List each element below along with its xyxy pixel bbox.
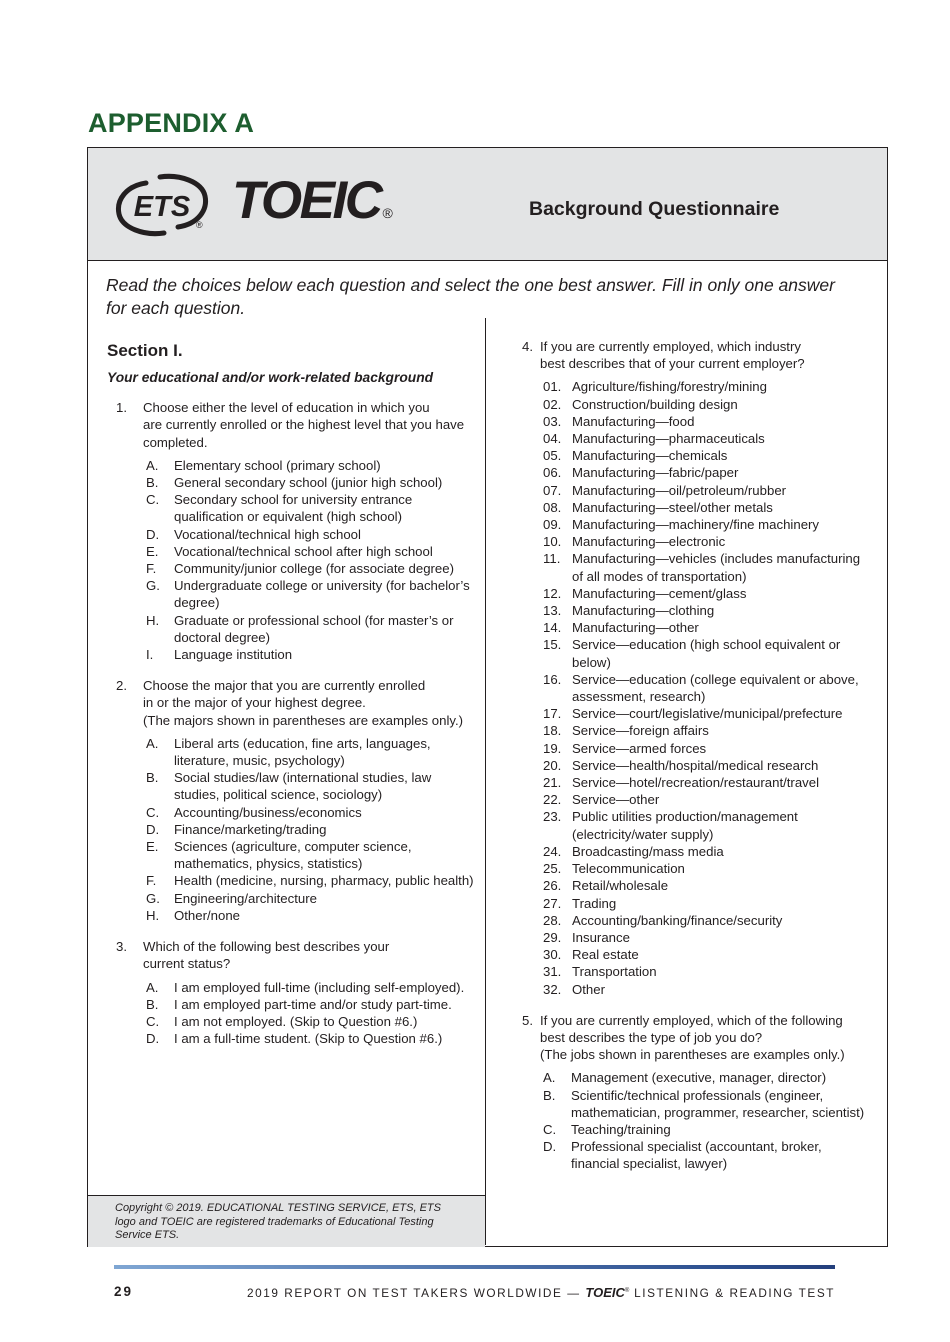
option-item xyxy=(143,543,477,560)
option-letter: G. xyxy=(146,890,160,906)
question-2-options xyxy=(143,735,477,924)
option-letter: 25. xyxy=(543,861,562,877)
option-letter: 13. xyxy=(543,603,562,619)
option-item xyxy=(143,1030,477,1047)
option-text: Social studies/law (international studies, law studies, political science, sociology) xyxy=(174,770,432,803)
option-letter: D. xyxy=(146,526,160,542)
option-letter: B. xyxy=(146,475,159,491)
option-text: Manufacturing—oil/petroleum/rubber xyxy=(572,482,787,498)
option-letter: 17. xyxy=(543,706,562,722)
option-item xyxy=(143,979,477,996)
option-text: Community/junior college (for associate degree) xyxy=(174,561,454,577)
question-3-options xyxy=(143,979,477,1048)
option-letter: 09. xyxy=(543,517,562,533)
option-text: Manufacturing—other xyxy=(572,620,699,636)
option-item xyxy=(540,1069,867,1086)
option-item xyxy=(540,912,867,929)
option-item xyxy=(540,396,867,413)
option-text: Professional specialist (accountant, broker, financial specialist, lawyer) xyxy=(571,1139,822,1172)
option-letter: B. xyxy=(146,996,159,1012)
option-item xyxy=(540,808,867,842)
option-letter: 21. xyxy=(543,775,562,791)
option-letter: E. xyxy=(146,543,159,559)
option-letter: H. xyxy=(146,612,160,628)
option-letter: 29. xyxy=(543,929,562,945)
option-text: Telecommunication xyxy=(572,861,685,877)
option-item xyxy=(540,860,867,877)
question-1 xyxy=(116,399,477,663)
right-column xyxy=(522,338,867,1187)
option-item xyxy=(540,585,867,602)
option-letter: 19. xyxy=(543,740,562,756)
option-letter: 14. xyxy=(543,620,562,636)
option-text: Insurance xyxy=(572,929,630,945)
option-letter: 26. xyxy=(543,878,562,894)
option-letter: 31. xyxy=(543,964,562,980)
option-text: Manufacturing—electronic xyxy=(572,534,726,550)
option-letter: C. xyxy=(146,492,160,508)
option-item xyxy=(540,413,867,430)
question-number: 2. xyxy=(116,678,127,694)
option-item xyxy=(540,378,867,395)
option-item xyxy=(540,533,867,550)
option-text: Transportation xyxy=(572,964,657,980)
question-4 xyxy=(522,338,867,998)
option-text: Engineering/architecture xyxy=(174,890,317,906)
option-item xyxy=(143,769,477,803)
option-letter: A. xyxy=(543,1070,556,1086)
ets-trademark: ® xyxy=(196,220,203,230)
option-text: Service—court/legislative/municipal/prefecture xyxy=(572,706,843,722)
instructions: Read the choices below each question and select the one best answer. Fill in only one answer for each question. xyxy=(106,275,835,318)
option-text: General secondary school (junior high school) xyxy=(174,475,443,491)
option-item xyxy=(540,550,867,584)
option-letter: 10. xyxy=(543,534,562,550)
question-5 xyxy=(522,1012,867,1173)
option-text: Manufacturing—steel/other metals xyxy=(572,499,773,515)
option-letter: 05. xyxy=(543,448,562,464)
option-text: Liberal arts (education, fine arts, languages, literature, music, psychology) xyxy=(174,735,431,769)
option-text: I am not employed. (Skip to Question #6.) xyxy=(174,1013,418,1029)
option-item xyxy=(540,602,867,619)
option-letter: 01. xyxy=(543,379,562,395)
ets-logo-text: ETS xyxy=(133,191,191,223)
option-text: Accounting/banking/finance/security xyxy=(572,912,783,928)
option-text: Real estate xyxy=(572,947,639,963)
option-letter: 12. xyxy=(543,585,562,601)
option-text: Health (medicine, nursing, pharmacy, public health) xyxy=(174,873,474,889)
option-letter: 22. xyxy=(543,792,562,808)
option-letter: A. xyxy=(146,457,159,473)
option-letter: 23. xyxy=(543,809,562,825)
option-text: Other xyxy=(572,981,605,997)
option-letter: D. xyxy=(146,1031,160,1047)
question-1-options xyxy=(143,457,477,663)
option-text: Manufacturing—clothing xyxy=(572,603,715,619)
option-item xyxy=(143,804,477,821)
option-item xyxy=(143,890,477,907)
option-text: Elementary school (primary school) xyxy=(174,457,381,473)
option-letter: 08. xyxy=(543,499,562,515)
option-item xyxy=(143,577,477,611)
option-item xyxy=(540,946,867,963)
toeic-logo-text: TOEIC xyxy=(232,171,381,230)
option-item xyxy=(540,963,867,980)
option-letter: 02. xyxy=(543,396,562,412)
option-item xyxy=(540,430,867,447)
option-item xyxy=(540,722,867,739)
option-letter: I. xyxy=(146,647,154,663)
option-item xyxy=(540,636,867,670)
option-text: Undergraduate college or university (for bachelor’s degree) xyxy=(174,578,470,611)
option-item xyxy=(540,499,867,516)
option-text: Broadcasting/mass media xyxy=(572,843,724,859)
option-item xyxy=(143,612,477,646)
option-item xyxy=(143,491,477,525)
option-item xyxy=(540,464,867,481)
option-text: Finance/marketing/trading xyxy=(174,821,327,837)
option-text: Teaching/training xyxy=(571,1121,671,1137)
question-2 xyxy=(116,677,477,924)
option-text: Manufacturing—fabric/paper xyxy=(572,465,739,481)
option-text: Service—foreign affairs xyxy=(572,723,709,739)
section-subtitle: Your educational and/or work-related background xyxy=(107,370,434,385)
option-letter: A. xyxy=(146,979,159,995)
option-text: Language institution xyxy=(174,647,293,663)
question-number: 5. xyxy=(522,1012,533,1028)
option-text: Manufacturing—chemicals xyxy=(572,448,728,464)
option-text: Manufacturing—food xyxy=(572,413,695,429)
option-text: Public utilities production/management (electricity/water supply) xyxy=(572,809,798,842)
page-number: 29 xyxy=(114,1284,134,1299)
option-letter: 27. xyxy=(543,895,562,911)
option-text: Trading xyxy=(572,895,617,911)
option-letter: F. xyxy=(146,873,157,889)
question-4-options xyxy=(540,378,867,997)
question-number: 3. xyxy=(116,939,127,955)
option-item xyxy=(143,838,477,872)
question-number: 1. xyxy=(116,400,127,416)
option-text: I am employed full-time (including self-employed). xyxy=(174,979,465,995)
option-letter: B. xyxy=(146,770,159,786)
option-text: Sciences (agriculture, computer science, mathematics, physics, statistics) xyxy=(174,839,412,872)
option-letter: 04. xyxy=(543,431,562,447)
option-letter: B. xyxy=(543,1087,556,1103)
option-item xyxy=(143,474,477,491)
left-column xyxy=(107,340,477,1061)
option-letter: G. xyxy=(146,578,160,594)
appendix-title: APPENDIX A xyxy=(88,108,255,138)
option-item xyxy=(540,671,867,705)
ets-logo xyxy=(112,170,212,245)
option-text: Service—education (college equivalent or above, assessment, research) xyxy=(572,671,859,705)
option-item xyxy=(143,457,477,474)
option-item xyxy=(540,516,867,533)
question-text: Choose the major that you are currently enrolled in or the major of your highest degree. (The majors shown in parentheses are examples only.) xyxy=(143,678,464,728)
option-item xyxy=(143,526,477,543)
option-letter: D. xyxy=(146,821,160,837)
option-item xyxy=(143,735,477,769)
footer-bar xyxy=(114,1265,835,1269)
option-item xyxy=(540,981,867,998)
option-item xyxy=(540,447,867,464)
question-number: 4. xyxy=(522,339,533,354)
option-item xyxy=(540,1138,867,1172)
option-item xyxy=(143,560,477,577)
option-text: Scientific/technical professionals (engineer, mathematician, programmer, researcher, scientist) xyxy=(571,1087,865,1120)
option-item xyxy=(143,872,477,889)
option-text: Service—hotel/recreation/restaurant/travel xyxy=(572,775,820,791)
question-text: Which of the following best describes your current status? xyxy=(143,939,390,972)
option-item xyxy=(143,821,477,838)
option-letter: C. xyxy=(146,1013,160,1029)
toeic-logo xyxy=(232,171,393,230)
option-text: Vocational/technical high school xyxy=(174,526,361,542)
option-text: Retail/wholesale xyxy=(572,878,669,894)
option-text: I am employed part-time and/or study part-time. xyxy=(174,996,452,1012)
option-letter: 30. xyxy=(543,947,562,963)
toeic-trademark: ® xyxy=(382,205,393,221)
option-text: Vocational/technical school after high school xyxy=(174,543,433,559)
copyright-box xyxy=(88,1195,485,1247)
option-item xyxy=(540,895,867,912)
footer-report-text: 2019 REPORT ON TEST TAKERS WORLDWIDE — xyxy=(246,1286,581,1300)
footer-toeic-logo: TOEIC xyxy=(585,1285,625,1300)
column-divider xyxy=(485,318,486,1245)
option-text: Accounting/business/economics xyxy=(174,804,362,820)
option-text: I am a full-time student. (Skip to Question #6.) xyxy=(174,1031,443,1047)
option-letter: E. xyxy=(146,839,159,855)
form-header xyxy=(88,148,887,261)
footer-trademark: ® xyxy=(624,1288,630,1295)
option-item xyxy=(540,757,867,774)
question-text: If you are currently employed, which of the following best describes the type of job you do? (The jobs shown in parentheses are examples only.) xyxy=(540,1012,845,1063)
option-item xyxy=(540,740,867,757)
option-item xyxy=(540,1121,867,1138)
option-text: Agriculture/fishing/forestry/mining xyxy=(572,379,767,395)
option-letter: 11. xyxy=(543,551,561,567)
option-text: Service—armed forces xyxy=(572,740,707,756)
option-text: Manufacturing—pharmaceuticals xyxy=(572,431,765,447)
option-letter: 18. xyxy=(543,723,562,739)
option-letter: 24. xyxy=(543,843,562,859)
questionnaire-title: Background Questionnaire xyxy=(529,198,780,220)
option-letter: H. xyxy=(146,907,160,923)
option-item xyxy=(540,843,867,860)
option-item xyxy=(540,877,867,894)
option-item xyxy=(143,1013,477,1030)
question-text: If you are currently employed, which industry best describes that of your current employer? xyxy=(540,339,805,372)
option-item xyxy=(540,482,867,499)
option-text: Other/none xyxy=(174,907,240,923)
option-letter: 32. xyxy=(543,981,562,997)
option-letter: 06. xyxy=(543,465,562,481)
question-text: Choose either the level of education in which you are currently enrolled or the highest level that you have completed. xyxy=(143,400,465,450)
option-text: Manufacturing—machinery/fine machinery xyxy=(572,517,820,533)
option-item xyxy=(143,907,477,924)
question-3 xyxy=(116,938,477,1047)
option-text: Graduate or professional school (for master’s or doctoral degree) xyxy=(174,612,454,645)
option-item xyxy=(540,774,867,791)
footer-text xyxy=(247,1285,835,1300)
section-title: Section I. xyxy=(107,341,183,360)
option-letter: F. xyxy=(146,561,157,577)
option-text: Service—other xyxy=(572,792,660,808)
option-text: Manufacturing—vehicles (includes manufacturing of all modes of transportation) xyxy=(572,551,861,584)
footer-test-name: LISTENING & READING TEST xyxy=(634,1286,835,1300)
option-letter: D. xyxy=(543,1139,557,1155)
option-text: Service—education (high school equivalent or below) xyxy=(572,637,841,670)
option-item xyxy=(540,1087,867,1121)
option-letter: C. xyxy=(543,1121,557,1137)
option-item xyxy=(143,996,477,1013)
option-letter: C. xyxy=(146,804,160,820)
copyright-text: Copyright © 2019. EDUCATIONAL TESTING SERVICE, ETS, ETS logo and TOEIC are registered trademarks of Educational Testing Service ETS. xyxy=(115,1202,441,1241)
option-item xyxy=(143,646,477,663)
option-text: Construction/building design xyxy=(572,396,738,412)
option-item xyxy=(540,619,867,636)
option-letter: 28. xyxy=(543,912,562,928)
option-letter: 15. xyxy=(543,637,562,653)
option-item xyxy=(540,791,867,808)
option-letter: 20. xyxy=(543,757,562,773)
option-letter: 16. xyxy=(543,671,562,687)
option-letter: 03. xyxy=(543,413,562,429)
option-item xyxy=(540,929,867,946)
option-item xyxy=(540,705,867,722)
question-5-options xyxy=(540,1069,867,1172)
option-text: Secondary school for university entrance qualification or equivalent (high school) xyxy=(174,492,413,525)
option-letter: A. xyxy=(146,735,159,751)
option-text: Management (executive, manager, director) xyxy=(571,1070,827,1086)
option-text: Manufacturing—cement/glass xyxy=(572,585,747,601)
option-text: Service—health/hospital/medical research xyxy=(572,757,819,773)
option-letter: 07. xyxy=(543,482,562,498)
